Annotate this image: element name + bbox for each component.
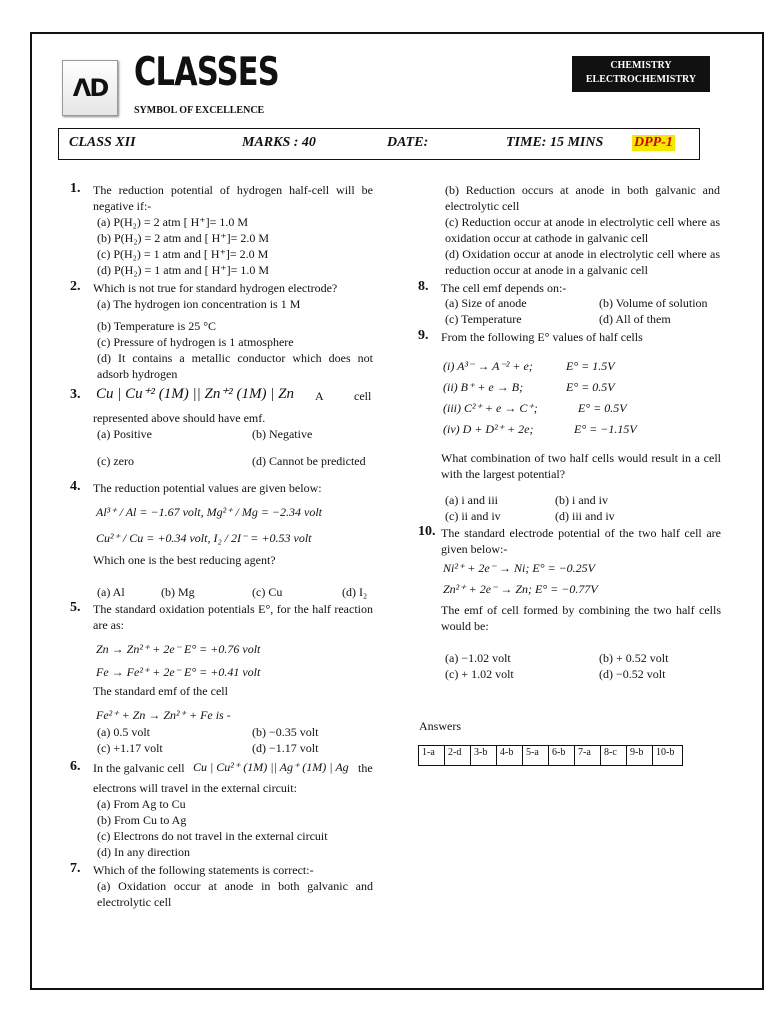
q9-potential-4: E° = −1.15V <box>574 422 637 436</box>
q3-option-b: (b) Negative <box>252 427 313 441</box>
q3-number: 3. <box>70 387 81 402</box>
q10-option-c: (c) + 1.02 volt <box>445 667 514 681</box>
q8-text: The cell emf depends on:- <box>441 281 567 295</box>
q6-option-d: (d) In any direction <box>97 845 190 859</box>
q9-option-a: (a) i and iii <box>445 493 498 507</box>
time-label: TIME: 15 MINS <box>506 135 604 150</box>
q10-option-a: (a) −1.02 volt <box>445 651 511 665</box>
q7-text: Which of the following statements is correct:- <box>93 863 314 877</box>
q5-equation-3: Fe²⁺ + Zn → Zn²⁺ + Fe is - <box>96 708 231 722</box>
q9-reaction-1: (i) A³⁻ → A⁻² + e; <box>443 359 533 373</box>
q6-formula: Cu | Cu²⁺ (1M) || Ag⁺ (1M) | Ag <box>193 760 349 774</box>
q3-text: represented above should have emf. <box>93 411 266 425</box>
q8-option-c: (c) Temperature <box>445 312 522 326</box>
q9-text: From the following E° values of half cells <box>441 330 643 344</box>
dpp-badge: DPP-1 <box>634 135 673 150</box>
q2-option-b: (b) Temperature is 25 °C <box>97 319 217 333</box>
q8-option-d: (d) All of them <box>599 312 671 326</box>
q5-equation-2: Fe → Fe²⁺ + 2e⁻ E° = +0.41 volt <box>96 665 261 679</box>
q1-option-d: (d) P(H₂) = 1 atm and [ H⁺]= 1.0 M <box>97 263 270 277</box>
q6-option-c: (c) Electrons do not travel in the external circuit <box>97 829 328 843</box>
tagline: SYMBOL OF EXCELLENCE <box>134 105 265 116</box>
answer-cell: 5-a <box>523 746 549 766</box>
q1-text: The reduction potential of hydrogen half-cell will be negative if:- <box>93 183 373 213</box>
q4-equation-2: Cu²⁺ / Cu = +0.34 volt, I₂ / 2I⁻ = +0.53 volt <box>96 531 312 545</box>
q9-reaction-4: (iv) D + D²⁺ + 2e; <box>443 422 534 436</box>
q6-number: 6. <box>70 759 81 774</box>
info-bar <box>58 128 700 160</box>
q1-option-b: (b) P(H₂) = 2 atm and [ H⁺]= 2.0 M <box>97 231 270 245</box>
q2-number: 2. <box>70 279 81 294</box>
q10-number: 10. <box>418 524 436 539</box>
q10-equation-2: Zn²⁺ + 2e⁻ → Zn; E° = −0.77V <box>443 582 598 596</box>
answer-cell: 7-a <box>575 746 601 766</box>
q2-option-c: (c) Pressure of hydrogen is 1 atmosphere <box>97 335 294 349</box>
q9-number: 9. <box>418 328 429 343</box>
answer-row <box>419 746 683 766</box>
q5-equation-1: Zn → Zn²⁺ + 2e⁻ E° = +0.76 volt <box>96 642 261 656</box>
subject-box <box>572 56 710 92</box>
q4-option-b: (b) Mg <box>161 585 195 599</box>
q6-text-1: In the galvanic cell <box>93 761 185 775</box>
answer-cell: 2-d <box>445 746 471 766</box>
date-label: DATE: <box>387 135 429 150</box>
logo <box>62 60 118 116</box>
q7-option-d: (d) Oxidation occur at anode in electrolytic cell where as reduction occur at anode in a galvanic cell <box>445 247 720 277</box>
q9-question: What combination of two half cells would result in a cell with the largest potential? <box>441 451 721 481</box>
q5-text-2: The standard emf of the cell <box>93 684 228 698</box>
q5-option-a: (a) 0.5 volt <box>97 725 150 739</box>
subject-line2: ELECTROCHEMISTRY <box>585 74 697 85</box>
q10-option-d: (d) −0.52 volt <box>599 667 666 681</box>
answer-table <box>418 745 683 766</box>
q6-text-2: the <box>358 761 373 775</box>
answer-cell: 1-a <box>419 746 445 766</box>
q5-option-d: (d) −1.17 volt <box>252 741 319 755</box>
q6-option-b: (b) From Cu to Ag <box>97 813 187 827</box>
q9-option-d: (d) iii and iv <box>555 509 615 523</box>
q9-reaction-3: (iii) C²⁺ + e → C⁺; <box>443 401 538 415</box>
q9-option-b: (b) i and iv <box>555 493 608 507</box>
q10-question: The emf of cell formed by combining the two half cells would be: <box>441 603 721 633</box>
q4-option-a: (a) Al <box>97 585 125 599</box>
answers-title: Answers <box>419 719 461 733</box>
q7-option-c: (c) Reduction occur at anode in electrolytic cell where as oxidation occur at cathode in galvanic cell <box>445 215 720 245</box>
q4-option-d: (d) I₂ <box>342 585 368 599</box>
q5-number: 5. <box>70 600 81 615</box>
q7-number: 7. <box>70 861 81 876</box>
q3-text-cell: cell <box>354 389 372 403</box>
q10-equation-1: Ni²⁺ + 2e⁻ → Ni; E° = −0.25V <box>443 561 596 575</box>
q3-option-a: (a) Positive <box>97 427 152 441</box>
q1-number: 1. <box>70 181 81 196</box>
q9-option-c: (c) ii and iv <box>445 509 501 523</box>
q2-option-a: (a) The hydrogen ion concentration is 1 M <box>97 297 301 311</box>
q9-potential-3: E° = 0.5V <box>578 401 627 415</box>
marks-label: MARKS : 40 <box>242 135 316 150</box>
q4-number: 4. <box>70 479 81 494</box>
q2-text: Which is not true for standard hydrogen electrode? <box>93 281 338 295</box>
subject-line1: CHEMISTRY <box>610 60 672 71</box>
answer-cell: 9-b <box>627 746 653 766</box>
answer-cell: 8-c <box>601 746 627 766</box>
q3-text-a: A <box>315 389 324 403</box>
q7-option-a: (a) Oxidation occur at anode in both galvanic and electrolytic cell <box>97 879 373 909</box>
answer-cell: 3-b <box>471 746 497 766</box>
q6-option-a: (a) From Ag to Cu <box>97 797 186 811</box>
q10-option-b: (b) + 0.52 volt <box>599 651 669 665</box>
q8-option-a: (a) Size of anode <box>445 296 527 310</box>
q5-option-b: (b) −0.35 volt <box>252 725 319 739</box>
q4-text: The reduction potential values are given below: <box>93 481 322 495</box>
q9-potential-2: E° = 0.5V <box>566 380 615 394</box>
q8-option-b: (b) Volume of solution <box>599 296 708 310</box>
q4-equation-1: Al³⁺ / Al = −1.67 volt, Mg²⁺ / Mg = −2.34 volt <box>96 505 323 519</box>
answer-cell: 6-b <box>549 746 575 766</box>
q10-text: The standard electrode potential of the two half cell are given below:- <box>441 526 721 556</box>
logo-mark: ΛD <box>72 74 108 102</box>
q4-question: Which one is the best reducing agent? <box>93 553 276 567</box>
answer-cell: 10-b <box>653 746 683 766</box>
answer-cell: 4-b <box>497 746 523 766</box>
q3-formula: Cu | Cu⁺² (1M) || Zn⁺² (1M) | Zn <box>96 386 294 402</box>
class-label: CLASS XII <box>69 135 136 150</box>
q3-option-d: (d) Cannot be predicted <box>252 454 366 468</box>
q6-text-3: electrons will travel in the external circuit: <box>93 781 297 795</box>
q7-option-b: (b) Reduction occurs at anode in both galvanic and electrolytic cell <box>445 183 720 213</box>
q2-option-d: (d) It contains a metallic conductor which does not adsorb hydrogen <box>97 351 373 381</box>
q8-number: 8. <box>418 279 429 294</box>
q4-option-c: (c) Cu <box>252 585 283 599</box>
q5-text: The standard oxidation potentials E°, for the half reaction are as: <box>93 602 373 632</box>
brand-name: CLASSES <box>134 50 279 95</box>
q3-option-c: (c) zero <box>97 454 134 468</box>
q5-option-c: (c) +1.17 volt <box>97 741 163 755</box>
q1-option-c: (c) P(H₂) = 1 atm and [ H⁺]= 2.0 M <box>97 247 269 261</box>
q9-potential-1: E° = 1.5V <box>566 359 615 373</box>
q1-option-a: (a) P(H₂) = 2 atm [ H⁺]= 1.0 M <box>97 215 249 229</box>
q9-reaction-2: (ii) B⁺ + e → B; <box>443 380 524 394</box>
